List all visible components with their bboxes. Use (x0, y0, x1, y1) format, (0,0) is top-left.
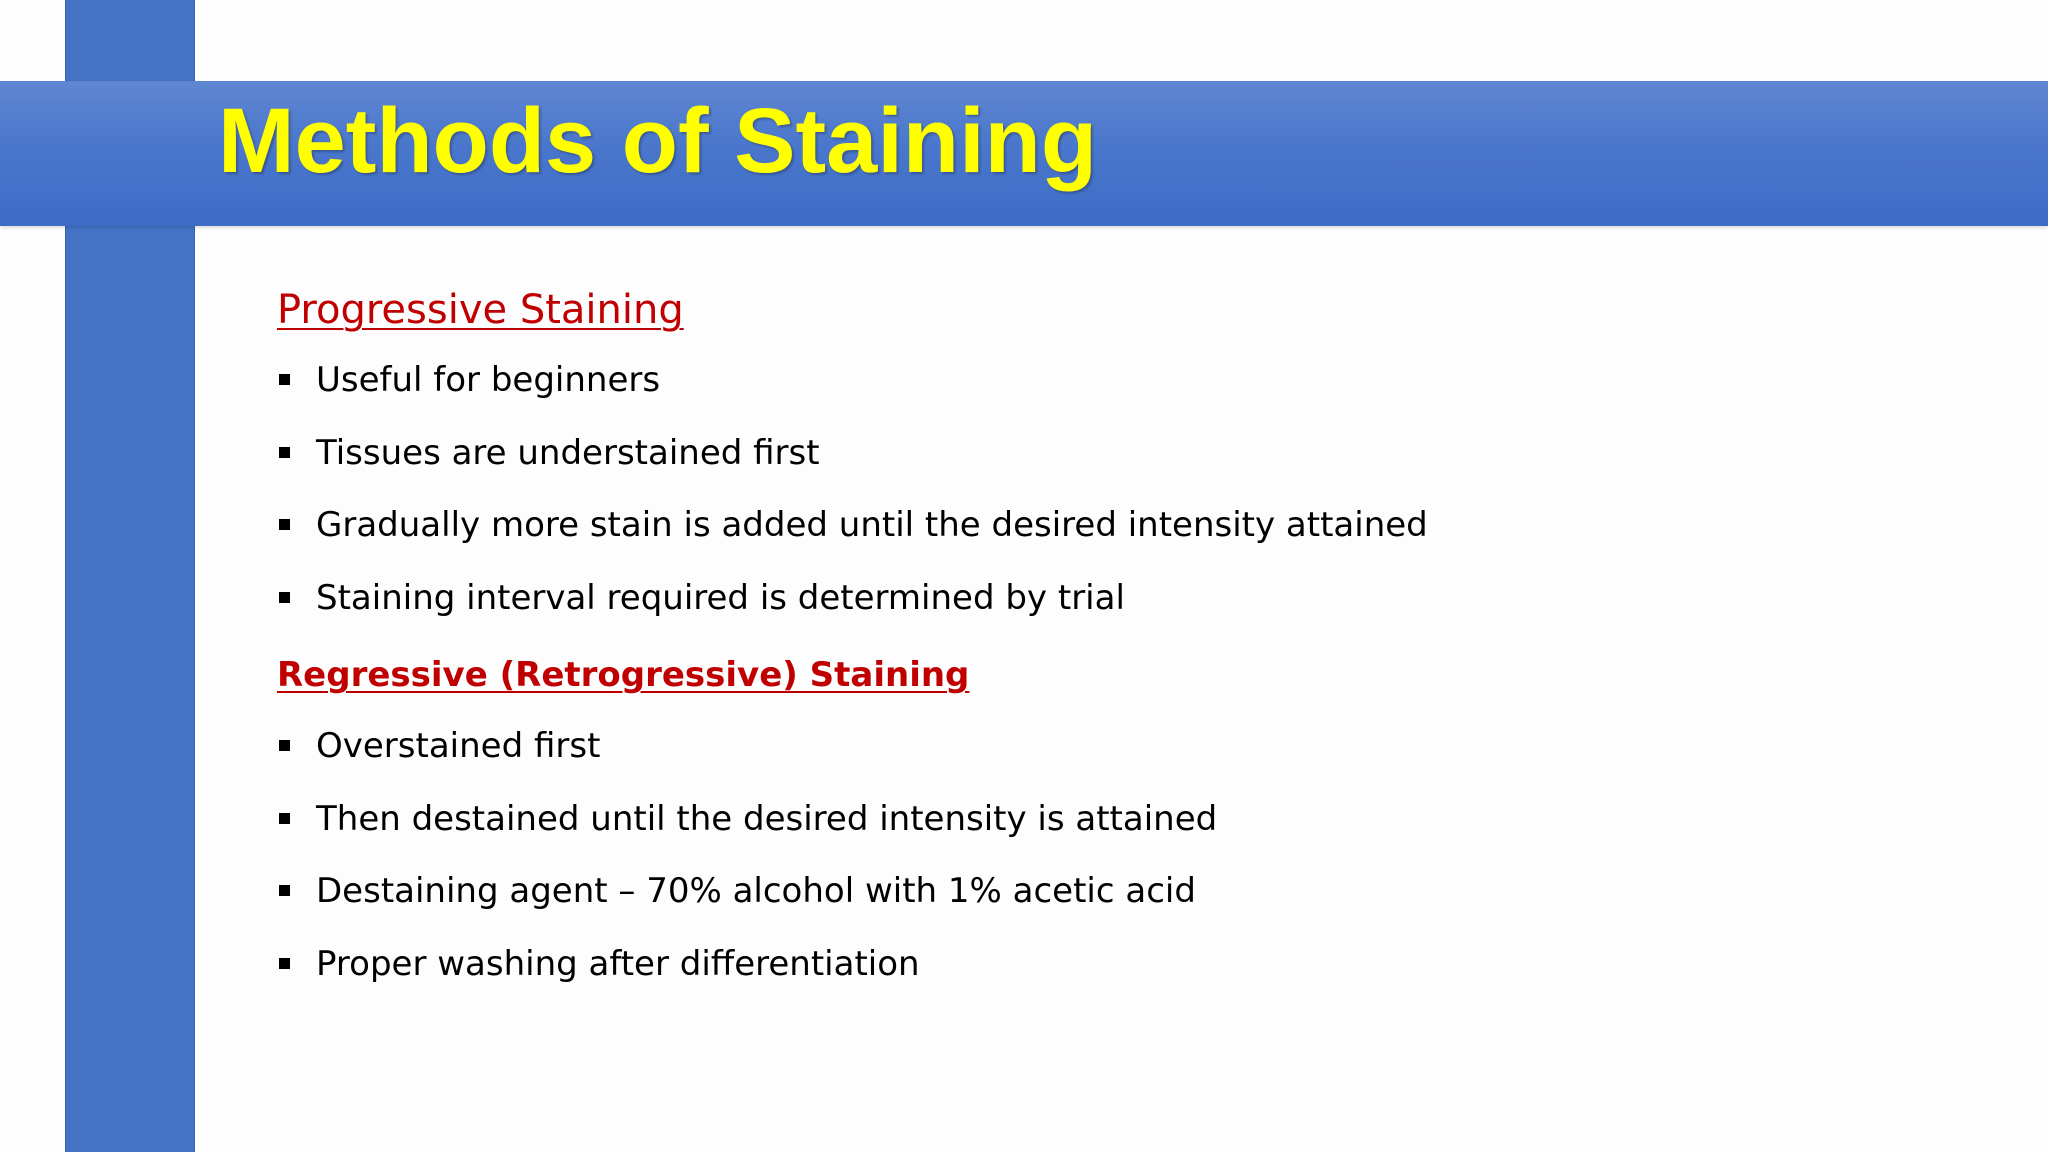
bullet-text: Proper washing after differentiation (316, 943, 920, 984)
list-item (277, 710, 1977, 783)
square-bullet-icon (279, 813, 290, 824)
bullet-text: Tissues are understained first (316, 432, 820, 473)
bullet-text: Useful for beginners (316, 360, 661, 400)
list-item (277, 562, 1977, 635)
list-item (277, 344, 1977, 417)
bullet-list-progressive (277, 344, 1977, 634)
square-bullet-icon (279, 592, 290, 603)
square-bullet-icon (279, 447, 290, 458)
list-item (277, 855, 1977, 928)
bullet-text: Destaining agent – 70% alcohol with 1% acetic acid (316, 871, 1196, 911)
slide-title: Methods of Staining (218, 90, 1098, 192)
list-item (277, 489, 1977, 562)
list-item (277, 928, 1977, 1001)
bullet-list-regressive (277, 710, 1977, 1000)
list-item (277, 417, 1977, 490)
bullet-text: Gradually more stain is added until the desired intensity attained (316, 505, 1428, 545)
square-bullet-icon (279, 740, 290, 751)
section-heading-progressive: Progressive Staining (277, 287, 684, 333)
square-bullet-icon (279, 519, 290, 530)
slide-content (277, 280, 1977, 1000)
bullet-text: Staining interval required is determined by trial (316, 577, 1125, 618)
square-bullet-icon (279, 885, 290, 896)
square-bullet-icon (279, 374, 290, 385)
section-heading-regressive: Regressive (Retrogressive) Staining (277, 655, 970, 695)
list-item (277, 783, 1977, 856)
bullet-text: Then destained until the desired intensity is attained (316, 798, 1218, 839)
square-bullet-icon (279, 958, 290, 969)
bullet-text: Overstained first (316, 726, 601, 766)
